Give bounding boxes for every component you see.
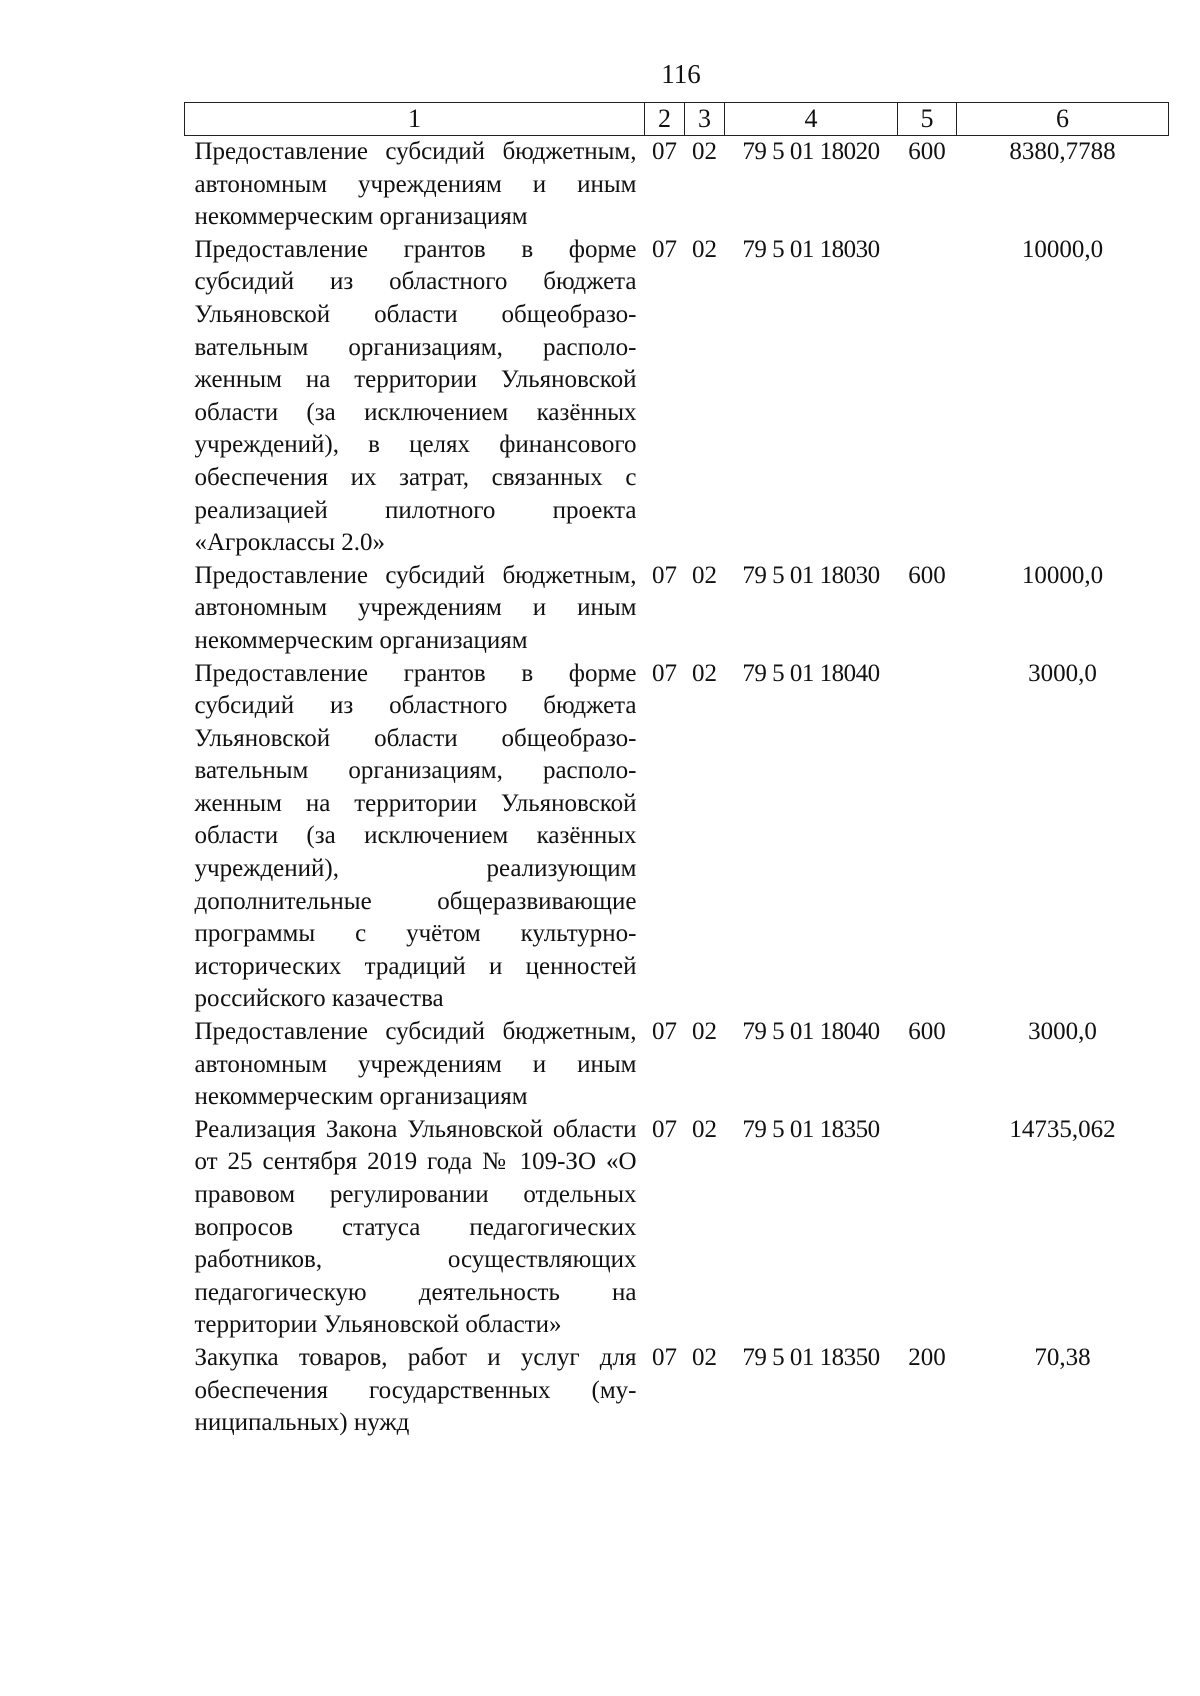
row-target-article: 79 5 01 18350 xyxy=(742,1115,880,1143)
row-target-article: 79 5 01 18030 xyxy=(742,561,880,589)
budget-table xyxy=(184,102,1169,1440)
row-target-article: 79 5 01 18020 xyxy=(742,138,880,165)
row-amount: 10000,0 xyxy=(1021,561,1104,589)
row-description: Предоставление грантов в форме субсидий из областного бюджета Ульяновской области общеобразовательным организациям, расположенным на территории Ульяновской области (за исключением казённых учреждений), в целях финансового обеспечения их затрат, связанных с реализацией пилотного проекта «Агроклассы 2.0» xyxy=(194,235,637,557)
row-amount: 3000,0 xyxy=(1028,1018,1097,1046)
header-col-2: 2 xyxy=(645,103,685,136)
table-row xyxy=(185,560,1169,658)
row-subsection: 02 xyxy=(692,659,717,687)
row-amount: 3000,0 xyxy=(1028,659,1097,687)
header-col-5: 5 xyxy=(898,103,957,136)
row-expense-type xyxy=(898,658,957,1017)
row-description: Закупка товаров, работ и услуг для обеспечения государственных (муниципальных) нужд xyxy=(194,1343,637,1437)
row-amount: 70,38 xyxy=(1034,1343,1091,1371)
row-expense-type: 600 xyxy=(908,138,946,165)
row-target-article: 79 5 01 18040 xyxy=(742,1018,880,1046)
table-row xyxy=(185,1016,1169,1114)
row-description: Предоставление субсидий бюджетным, автономным учреждениям и иным некоммерческим организациям xyxy=(194,561,637,654)
row-subsection: 02 xyxy=(692,561,717,589)
header-col-1: 1 xyxy=(185,103,645,136)
table-row xyxy=(185,1342,1169,1440)
row-amount: 8380,7788 xyxy=(1009,138,1116,165)
row-subsection: 02 xyxy=(692,1018,717,1046)
row-section: 07 xyxy=(652,138,677,165)
table-row xyxy=(185,1114,1169,1342)
row-expense-type xyxy=(898,234,957,560)
row-section: 07 xyxy=(652,235,677,263)
row-expense-type: 600 xyxy=(908,1018,946,1046)
row-subsection: 02 xyxy=(692,1115,717,1143)
row-description: Предоставление грантов в форме субсидий из областного бюджета Ульяновской области общеобразовательным организациям, расположенным на территории Ульяновской области (за исключением казённых учреждений), реализующим дополнительные общеразвивающие программы с учётом культурно-исторических традиций и ценностей российского казачества xyxy=(194,659,637,1013)
row-subsection: 02 xyxy=(692,1343,717,1371)
row-description: Предоставление субсидий бюджетным, автономным учреждениям и иным некоммерческим организациям xyxy=(194,1018,637,1111)
row-expense-type: 600 xyxy=(908,561,946,589)
table-row xyxy=(185,658,1169,1017)
row-description: Предоставление субсидий бюджетным, автономным учреждениям и иным некоммерческим организациям xyxy=(194,138,637,231)
header-col-3: 3 xyxy=(685,103,725,136)
page-number: 116 xyxy=(661,59,701,89)
row-target-article: 79 5 01 18040 xyxy=(742,659,880,687)
row-subsection: 02 xyxy=(692,138,717,165)
row-target-article: 79 5 01 18350 xyxy=(742,1343,880,1371)
row-section: 07 xyxy=(652,1115,677,1143)
row-target-article: 79 5 01 18030 xyxy=(742,235,880,263)
row-expense-type xyxy=(898,1114,957,1342)
table-header-row xyxy=(185,103,1169,136)
row-amount: 10000,0 xyxy=(1021,235,1104,263)
table-row xyxy=(185,234,1169,560)
row-expense-type: 200 xyxy=(908,1343,946,1371)
row-amount: 14735,062 xyxy=(1009,1115,1116,1143)
row-section: 07 xyxy=(652,1343,677,1371)
header-col-6: 6 xyxy=(957,103,1169,136)
row-section: 07 xyxy=(652,561,677,589)
header-col-4: 4 xyxy=(725,103,898,136)
table-row xyxy=(185,136,1169,234)
row-description: Реализация Закона Ульяновской области от 25 сентября 2019 года № 109-ЗО «О правовом регулировании отдельных вопросов статуса педагогических работников, осуществляющих педагогическую деятельность на территории Ульяновской области» xyxy=(194,1115,637,1339)
row-section: 07 xyxy=(652,659,677,687)
row-subsection: 02 xyxy=(692,235,717,263)
row-section: 07 xyxy=(652,1018,677,1046)
